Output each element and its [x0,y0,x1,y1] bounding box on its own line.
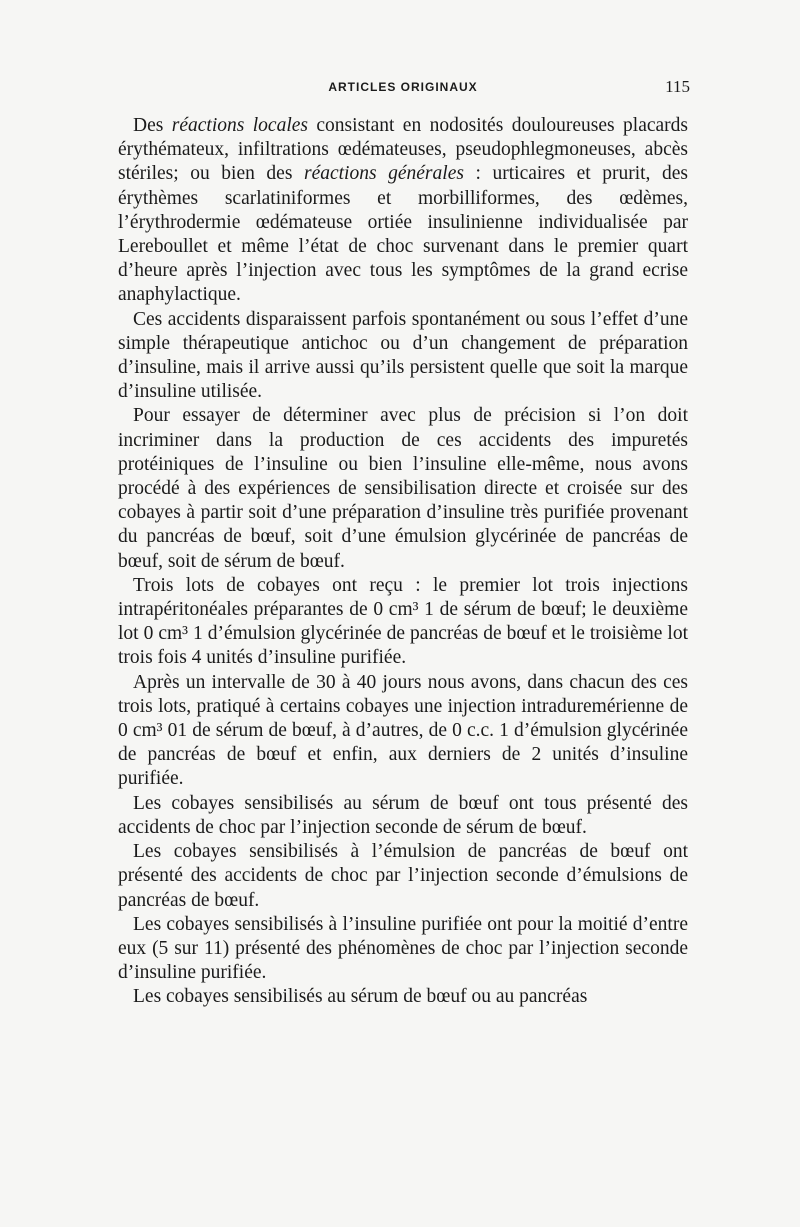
text-run: Après un intervalle de 30 à 40 jours nous avons, dans chacun des ces trois lots, pratiqué à certains cobayes une injection intraduremérienne de 0 cm³ 01 de sérum de bœuf, à d’autres, de 0 c.c. 1 d’émulsion glycérinée de pancréas de bœuf et enfin, aux derniers de 2 unités d’insuline purifiée. [118,671,688,790]
paragraph [118,404,688,573]
paragraph [118,985,688,1009]
text-run: Les cobayes sensibilisés à l’émulsion de pancréas de bœuf ont présenté des accidents de choc par l’injection seconde d’émulsions de pancréas de bœuf. [118,841,688,911]
paragraph [118,574,688,671]
page-number: 115 [665,77,690,96]
paragraph [118,792,688,840]
running-header [118,77,690,100]
body-text [118,114,688,1010]
paragraph [118,913,688,986]
paragraph [118,840,688,913]
text-run: : urticaires et prurit, des érythèmes scarlatiniformes et morbilliformes, des œdèmes, l’érythrodermie œdémateuse ortiée insulinienne individualisée par Lereboullet et même l’état de choc survenant dans le premier quart d’heure après l’injection avec tous les symptômes de la grand ecrise anaphylactique. [118,163,688,306]
italic-run: réactions locales [171,115,308,136]
text-run: Les cobayes sensibilisés au sérum de bœuf ou au pancréas [133,986,588,1008]
italic-run: réactions générales [303,163,464,185]
paragraph [118,114,688,308]
text-run: consistant en nodosités douloureuses placards érythémateux, infiltrations œdémateuses, pseudophlegmoneuses, abcès stériles; ou bien des [118,115,688,185]
header-title: ARTICLES ORIGINAUX [328,80,478,94]
paragraph [118,308,688,405]
text-run: Trois lots de cobayes ont reçu : le premier lot trois injections intrapéritonéales préparantes de 0 cm³ 1 de sérum de bœuf; le deuxième lot 0 cm³ 1 d’émulsion glycérinée de pancréas de bœuf et le troisième lot trois fois 4 unités d’insuline purifiée. [118,574,688,669]
text-run: Les cobayes sensibilisés à l’insuline purifiée ont pour la moitié d’entre eux (5 sur 11) présenté des phénomènes de choc par l’injection seconde d’insuline purifiée. [118,913,688,984]
text-run: Pour essayer de déterminer avec plus de précision si l’on doit incriminer dans la production de ces accidents des impuretés protéiniques de l’insuline ou bien l’insuline elle-même, nous avons procédé à des expériences de sensibilisation directe et croisée sur des cobayes à partir soit d’une préparation d’insuline très purifiée provenant du pancréas de bœuf, soit d’une émulsion glycérinée de pancréas de bœuf, soit de sérum de bœuf. [118,405,688,572]
text-run: Des [133,115,172,136]
paragraph [118,671,688,792]
text-run: Les cobayes sensibilisés au sérum de bœuf ont tous présenté des accidents de choc par l’injection seconde de sérum de bœuf. [118,792,688,838]
text-run: Ces accidents disparaissent parfois spontanément ou sous l’effet d’une simple thérapeutique antichoc ou d’un changement de préparation d’insuline, mais il arrive aussi qu’ils persistent quelle que soit la marque d’insuline utilisée. [118,308,688,403]
